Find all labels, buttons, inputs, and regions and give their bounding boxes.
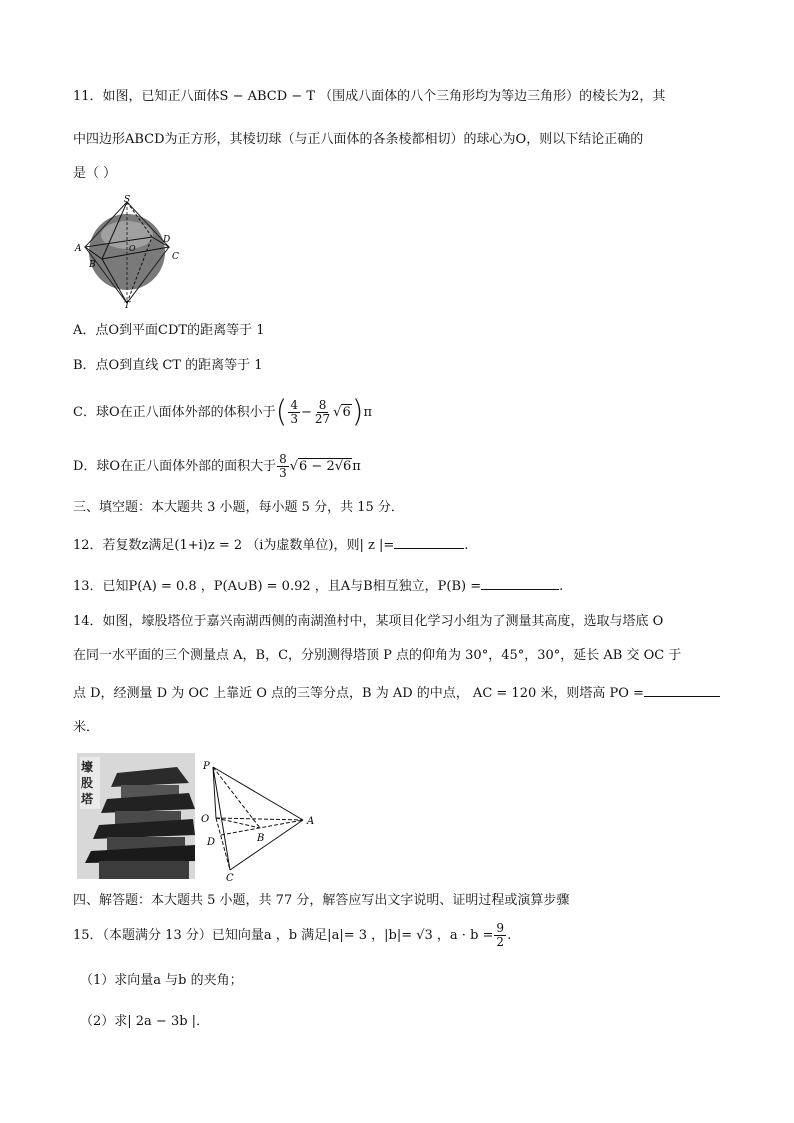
q14-answer-blank[interactable] bbox=[644, 683, 720, 697]
q11-option-a: A．点O到平面CDT的距离等于 1 bbox=[73, 323, 265, 338]
q11-option-d-text: D．球O在正八面体外部的面积大于 bbox=[73, 459, 277, 474]
label-b: B bbox=[89, 260, 96, 270]
q13: 13．已知P(A) = 0.8 ，P(A∪B) = 0.92 ，且A与B相互独立，P(B) = . bbox=[73, 576, 563, 596]
q15-stem: 15．（本题满分 13 分）已知向量a ，b 满足|a|= 3 ，|b|= √3 ，a · b = $\frac{9}{2}$ . bbox=[73, 921, 512, 949]
q11-line3: 是（ ） bbox=[73, 166, 117, 181]
pagoda-photo bbox=[77, 753, 195, 879]
label-c: C bbox=[226, 873, 234, 883]
label-p: P bbox=[203, 761, 210, 772]
q12-answer-blank[interactable] bbox=[394, 535, 464, 549]
pagoda-caption: 壕股塔 bbox=[81, 760, 94, 806]
label-o: O bbox=[129, 244, 136, 253]
q14-line2: 在同一水平面的三个测量点 A，B，C，分别测得塔顶 P 点的仰角为 30°，45°，30°，延长 AB 交 OC 于 bbox=[73, 648, 682, 663]
q11-line2: 中四边形ABCD为正方形，其棱切球（与正八面体的各条棱都相切）的球心为O，则以下结论正确的 bbox=[73, 132, 644, 147]
label-b: B bbox=[257, 833, 265, 844]
sqrt-expression: 6 − 2√6 bbox=[299, 459, 352, 474]
tetra-figure bbox=[198, 757, 320, 883]
label-o: O bbox=[201, 814, 210, 825]
tetra-diagram bbox=[198, 757, 320, 883]
label-d: D bbox=[163, 235, 171, 245]
q14-line3 bbox=[73, 683, 720, 703]
q15-sub1: （1）求向量a 与b 的夹角； bbox=[80, 973, 243, 988]
q12-text: 12．若复数z满足(1+i)z = 2 （i为虚数单位)，则| z |= bbox=[73, 538, 395, 553]
edge-pc bbox=[213, 767, 230, 870]
q11-option-c-text: C．球O在正八面体外部的体积小于 bbox=[73, 405, 276, 420]
q13-answer-blank[interactable] bbox=[481, 576, 559, 590]
frac-9-2: $\frac{9}{2}$ bbox=[496, 921, 505, 949]
q12: 12．若复数z满足(1+i)z = 2 （i为虚数单位)，则| z |= . bbox=[73, 535, 468, 555]
label-d: D bbox=[207, 837, 216, 848]
paren-left: ( bbox=[275, 394, 288, 430]
section-3-heading: 三、填空题：本大题共 3 小题，每小题 5 分，共 15 分． bbox=[73, 500, 404, 515]
sqrt-6: 6 bbox=[342, 405, 351, 420]
label-s: S bbox=[124, 195, 131, 205]
paren-right: ) bbox=[351, 394, 364, 430]
label-c: C bbox=[172, 252, 179, 262]
q11-option-d: D．球O在正八面体外部的面积大于 $\frac{8}{3}$ √6 − 2√6π bbox=[73, 452, 361, 480]
q14-line4: 米． bbox=[73, 720, 100, 735]
q15-sub2: （2）求| 2a − 3b |． bbox=[80, 1014, 210, 1029]
q11-option-b: B．点O到直线 CT 的距离等于 1 bbox=[73, 358, 263, 373]
q14-line1: 14．如图，壕股塔位于嘉兴南湖西侧的南湖渔村中，某项目化学习小组为了测量其高度，选取与塔底 O bbox=[73, 614, 664, 629]
edge-pa bbox=[213, 767, 303, 820]
octahedron-figure bbox=[72, 195, 182, 310]
frac-4-3: $\frac{4}{3}$ bbox=[290, 398, 298, 426]
octahedron-diagram bbox=[72, 195, 182, 310]
q11-line1: 11．如图，已知正八面体S − ABCD − T （围成八面体的八个三角形均为等边三角形）的棱长为2，其 bbox=[73, 89, 666, 104]
section-4-heading: 四、解答题：本大题共 5 小题，共 77 分，解答应写出文字说明、证明过程或演算步骤 bbox=[73, 893, 570, 908]
q13-text: 13．已知P(A) = 0.8 ，P(A∪B) = 0.92 ，且A与B相互独立，P(B) = bbox=[73, 579, 482, 594]
edge-oa bbox=[216, 818, 303, 820]
q15-text: 15．（本题满分 13 分）已知向量a ，b 满足|a|= 3 ，|b|= √3 ，a · b = bbox=[73, 928, 494, 943]
label-a: A bbox=[307, 816, 315, 827]
label-a: A bbox=[75, 244, 82, 254]
label-t: T bbox=[124, 301, 131, 310]
frac-8-27: $\frac{8}{27}$ bbox=[314, 398, 331, 426]
edge-ca bbox=[230, 820, 303, 870]
q11-option-c: C．球O在正八面体外部的体积小于( $\frac{4}{3}$ − $\frac{8}{27}$ √6)π bbox=[73, 394, 372, 430]
q14-line3-text: 点 D，经测量 D 为 OC 上靠近 O 点的三等分点，B 为 AD 的中点， AC = 120 米，则塔高 PO = bbox=[73, 686, 644, 701]
frac-8-3: $\frac{8}{3}$ bbox=[279, 452, 287, 480]
